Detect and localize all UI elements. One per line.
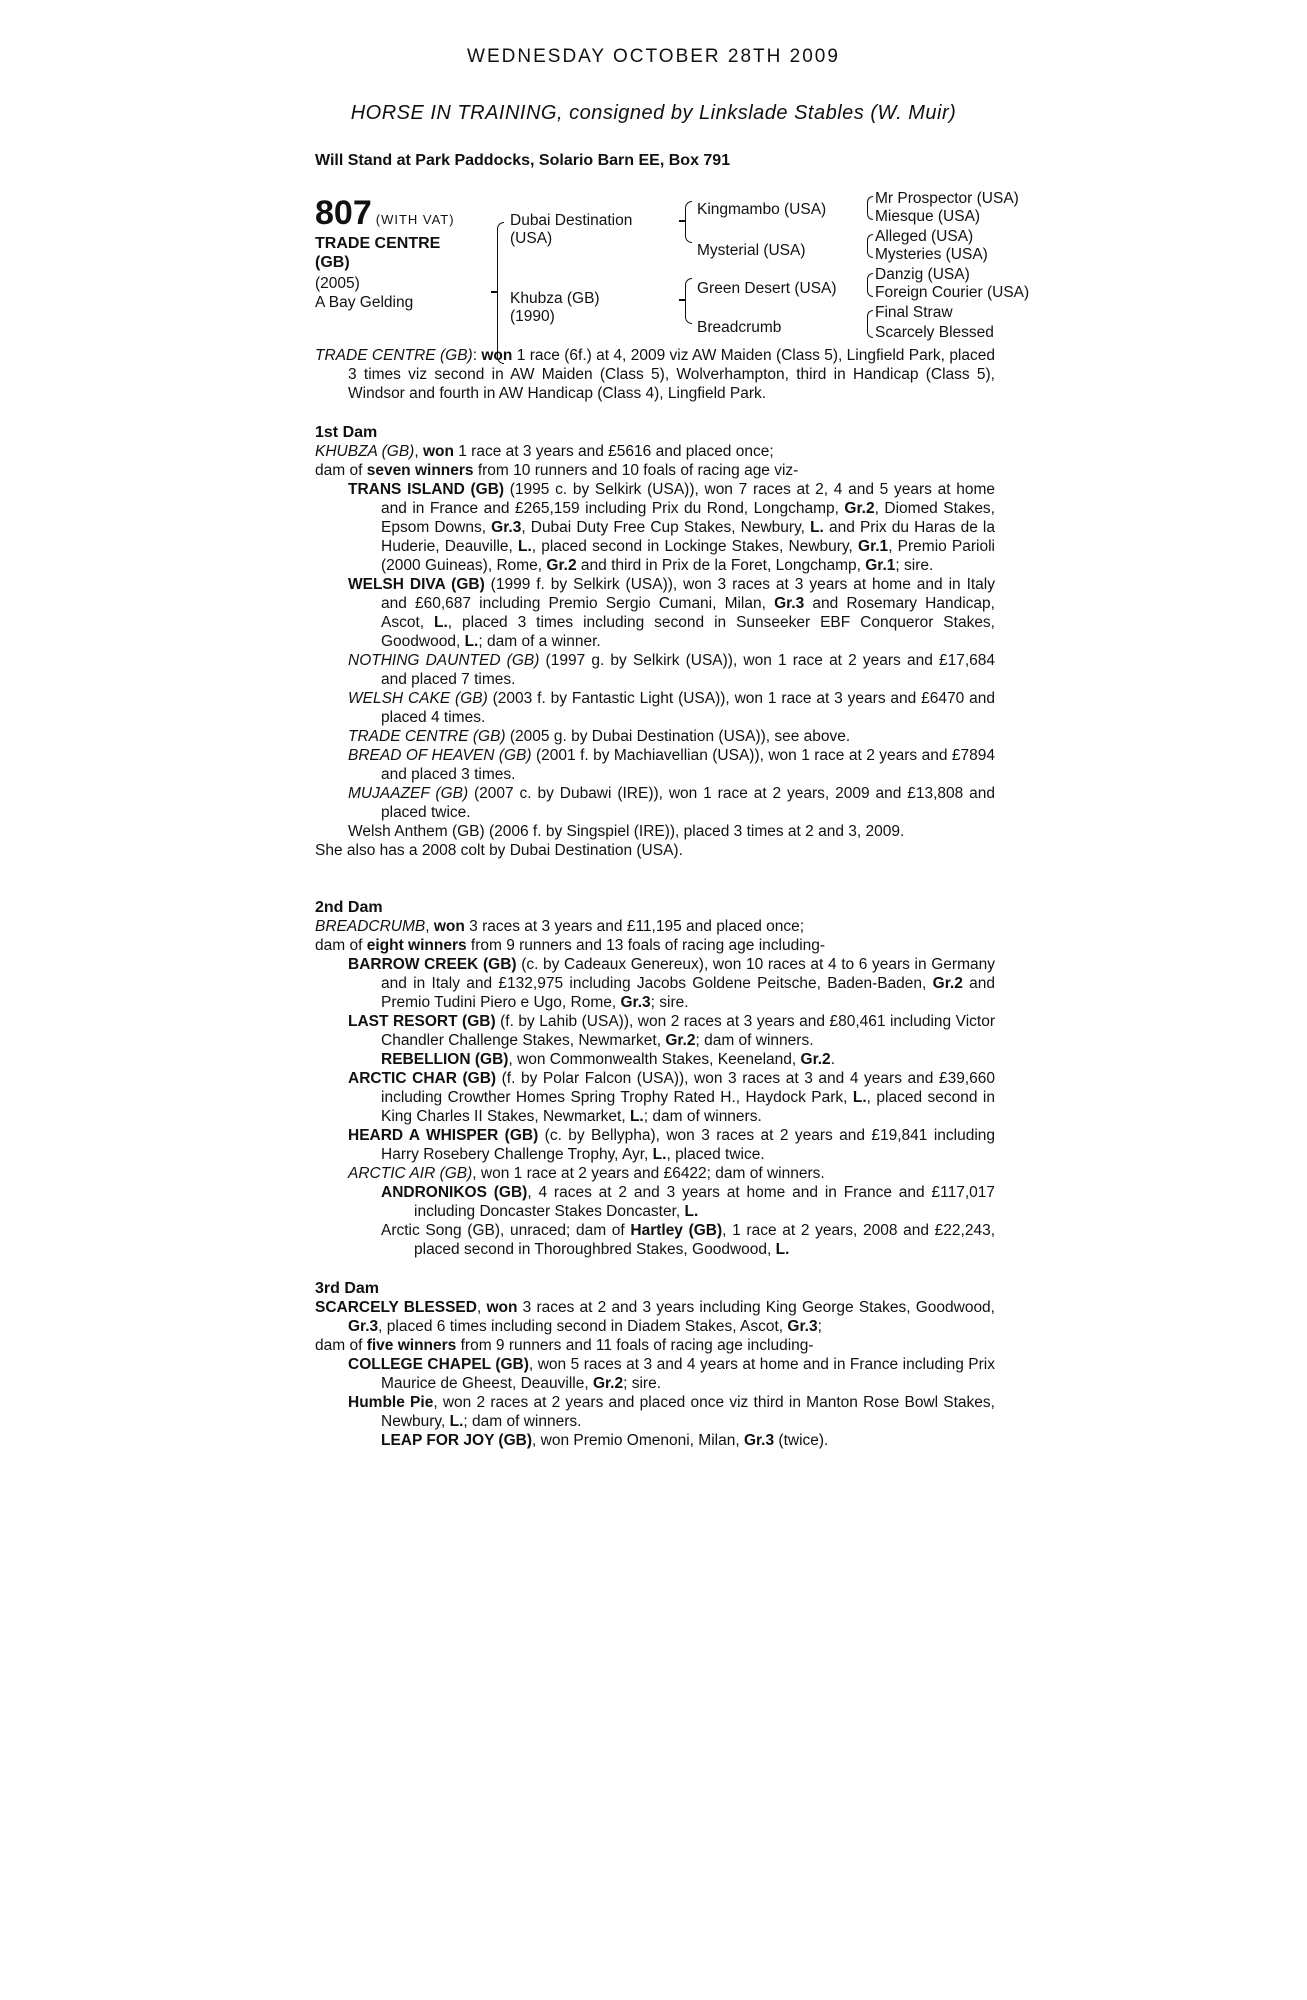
ddd: Scarcely Blessed	[875, 324, 994, 341]
dds: Final Straw	[875, 304, 953, 321]
list-item: ARCTIC AIR (GB), won 1 race at 2 years and £6422; dam of winners.	[348, 1165, 825, 1182]
list-item: LEAP FOR JOY (GB), won Premio Omenoni, Milan, Gr.3 (twice).	[381, 1432, 829, 1449]
ssd: Miesque (USA)	[875, 208, 981, 225]
list-item: WELSH CAKE (GB) (2003 f. by Fantastic Light (USA)), won 1 race at 3 years and £6470 and placed 4 times.	[348, 690, 995, 726]
list-item: Welsh Anthem (GB) (2006 f. by Singspiel (IRE)), placed 3 times at 2 and 3, 2009.	[348, 823, 905, 840]
dam-sire: Green Desert (USA)	[697, 280, 837, 297]
list-item: Arctic Song (GB), unraced; dam of Hartley (GB), 1 race at 2 years, 2008 and £22,243, placed second in Thoroughbred Stakes, Goodwood, L.	[381, 1222, 996, 1258]
first-dam-section: 1st Dam KHUBZA (GB), won 1 race at 3 years and £5616 and placed once; dam of seven winners from 10 runners and 10 foals of racing age viz- TRANS ISLAND (GB) (1995 c. by Selkirk (USA)), won 7 races at 2, 4 and 5 years at home and in France and £265,159 including Prix du Rond, Longchamp, Gr.2, Diomed Stakes, Epsom Downs, Gr.3, Dubai Duty Free Cup Stakes, Newbury, L. and Prix du Haras de la Huderie, Deauville, L., placed second in Lockinge Stakes, Newbury, Gr.1, Premio Parioli (2000 Guineas), Rome, Gr.2 and third in Prix de la Foret, Longchamp, Gr.1; sire. WELSH DIVA (GB) (1999 f. by Selkirk (USA)), won 3 races at 3 years at home and in Italy and £60,687 including Premio Sergio Cumani, Milan, Gr.3 and Rosemary Handicap, Ascot, L., placed 3 times including second in Sunseeker EBF Conqueror Stakes, Goodwood, L.; dam of a winner. NOTHING DAUNTED (GB) (1997 g. by Selkirk (USA)), won 1 race at 2 years and £17,684 and placed 7 times. WELSH CAKE (GB) (2003 f. by Fantastic Light (USA)), won 1 race at 3 years and £6470 and placed 4 times. TRADE CENTRE (GB) (2005 g. by Dubai Destination (USA)), see above. BREAD OF HEAVEN (GB) (2001 f. by Machiavellian (USA)), won 1 race at 2 years and £7894 and placed 3 times. MUJAAZEF (GB) (2007 c. by Dubawi (IRE)), won 1 race at 2 years, 2009 and £13,808 and placed twice. Welsh Anthem (GB) (2006 f. by Singspiel (IRE)), placed 3 times at 2 and 3, 2009. She also has a 2008 colt by Dubai Destination (USA).	[315, 424, 996, 859]
horse-details	[315, 274, 413, 312]
foal-year: (2005)	[315, 275, 360, 292]
sds: Alleged (USA)	[875, 228, 974, 245]
pedigree-block	[315, 188, 1055, 348]
third-dam-heading: 3rd Dam	[315, 1280, 380, 1297]
list-item: ANDRONIKOS (GB), 4 races at 2 and 3 years at home and in France and £117,017 including Doncaster Stakes Doncaster, L.	[381, 1184, 995, 1220]
dss: Danzig (USA)	[875, 266, 970, 283]
list-item: REBELLION (GB), won Commonwealth Stakes, Keeneland, Gr.2.	[381, 1051, 835, 1068]
consignment-line: HORSE IN TRAINING, consigned by Linkslade Stables (W. Muir)	[350, 102, 957, 124]
lot-header	[315, 194, 455, 233]
list-item: TRANS ISLAND (GB) (1995 c. by Selkirk (USA)), won 7 races at 2, 4 and 5 years at home and in France and £265,159 including Prix du Rond, Longchamp, Gr.2, Diomed Stakes, Epsom Downs, Gr.3, Dubai Duty Free Cup Stakes, Newbury, L. and Prix du Haras de la Huderie, Deauville, L., placed second in Lockinge Stakes, Newbury, Gr.1, Premio Parioli (2000 Guineas), Rome, Gr.2 and third in Prix de la Foret, Longchamp, Gr.1; sire.	[348, 481, 995, 574]
sire-bracket	[685, 201, 692, 243]
also-note: She also has a 2008 colt by Dubai Destination (USA).	[315, 842, 683, 859]
list-item: WELSH DIVA (GB) (1999 f. by Selkirk (USA)), won 3 races at 3 years at home and in Italy and £60,687 including Premio Sergio Cumani, Milan, Gr.3 and Rosemary Handicap, Ascot, L., placed 3 times including second in Sunseeker EBF Conqueror Stakes, Goodwood, L.; dam of a winner.	[348, 576, 996, 650]
horse-name: TRADE CENTRE (GB)	[315, 235, 441, 271]
second-dam-section: 2nd Dam BREADCRUMB, won 3 races at 3 years and £11,195 and placed once; dam of eight winners from 9 runners and 13 foals of racing age including- BARROW CREEK (GB) (c. by Cadeaux Genereux), won 10 races at 4 to 6 years in Germany and in Italy and £132,975 including Jacobs Goldene Peitsche, Baden-Baden, Gr.2 and Premio Tudini Piero e Ugo, Rome, Gr.3; sire. LAST RESORT (GB) (f. by Lahib (USA)), won 2 races at 3 years and £80,461 including Victor Chandler Challenge Stakes, Newmarket, Gr.2; dam of winners. REBELLION (GB), won Commonwealth Stakes, Keeneland, Gr.2. ARCTIC CHAR (GB) (f. by Polar Falcon (USA)), won 3 races at 3 and 4 years and £39,660 including Crowther Homes Spring Trophy Rated H., Haydock Park, L., placed second in King Charles II Stakes, Newmarket, L.; dam of winners. HEARD A WHISPER (GB) (c. by Bellypha), won 3 races at 2 years and £19,841 including Harry Rosebery Challenge Trophy, Ayr, L., placed twice. ARCTIC AIR (GB), won 1 race at 2 years and £6422; dam of winners. ANDRONIKOS (GB), 4 races at 2 and 3 years at home and in France and £117,017 including Doncaster Stakes Doncaster, L. Arctic Song (GB), unraced; dam of Hartley (GB), 1 race at 2 years, 2008 and £22,243, placed second in Thoroughbred Stakes, Goodwood, L.	[315, 899, 996, 1258]
stand-location: Will Stand at Park Paddocks, Solario Barn EE, Box 791	[315, 152, 731, 169]
dam-dam: Breadcrumb	[697, 319, 782, 336]
third-dam-section: 3rd Dam SCARCELY BLESSED, won 3 races at 2 and 3 years including King George Stakes, Goodwood, Gr.3, placed 6 times including second in Diadem Stakes, Ascot, Gr.3; dam of five winners from 9 runners and 11 foals of racing age including- COLLEGE CHAPEL (GB), won 5 races at 3 and 4 years at home and in France including Prix Maurice de Gheest, Deauville, Gr.2; sire. Humble Pie, won 2 races at 2 years and placed once viz third in Manton Rose Bowl Stakes, Newbury, L.; dam of winners. LEAP FOR JOY (GB), won Premio Omenoni, Milan, Gr.3 (twice).	[315, 1280, 995, 1449]
list-item: LAST RESORT (GB) (f. by Lahib (USA)), won 2 races at 3 years and £80,461 including Victor Chandler Challenge Stakes, Newmarket, Gr.2; dam of winners.	[348, 1013, 995, 1049]
list-item: ARCTIC CHAR (GB) (f. by Polar Falcon (USA)), won 3 races at 3 and 4 years and £39,660 including Crowther Homes Spring Trophy Rated H., Haydock Park, L., placed second in King Charles II Stakes, Newmarket, L.; dam of winners.	[348, 1070, 996, 1125]
list-item: MUJAAZEF (GB) (2007 c. by Dubawi (IRE)), won 1 race at 2 years, 2009 and £13,808 and placed twice.	[348, 785, 995, 821]
list-item: NOTHING DAUNTED (GB) (1997 g. by Selkirk (USA)), won 1 race at 2 years and £17,684 and placed 7 times.	[348, 652, 996, 688]
horse-description: A Bay Gelding	[315, 294, 414, 311]
second-dam-heading: 2nd Dam	[315, 899, 383, 916]
list-item: BARROW CREEK (GB) (c. by Cadeaux Genereux), won 10 races at 4 to 6 years in Germany and in Italy and £132,975 including Jacobs Goldene Peitsche, Baden-Baden, Gr.2 and Premio Tudini Piero e Ugo, Rome, Gr.3; sire.	[348, 956, 995, 1011]
sire: Dubai Destination (USA)	[510, 212, 633, 247]
dam-bracket	[685, 278, 692, 324]
vat-note: (WITH VAT)	[375, 212, 455, 227]
sire-dam: Mysterial (USA)	[697, 242, 806, 259]
list-item: COLLEGE CHAPEL (GB), won 5 races at 3 and 4 years at home and in France including Prix Maurice de Gheest, Deauville, Gr.2; sire.	[348, 1356, 995, 1392]
dsd: Foreign Courier (USA)	[875, 284, 1030, 301]
pedigree-bracket	[497, 222, 504, 364]
dam: Khubza (GB) (1990)	[510, 290, 600, 325]
sire-sire: Kingmambo (USA)	[697, 201, 827, 218]
sdd: Mysteries (USA)	[875, 246, 988, 263]
first-dam-heading: 1st Dam	[315, 424, 378, 441]
list-item: BREAD OF HEAVEN (GB) (2001 f. by Machiavellian (USA)), won 1 race at 2 years and £7894 and placed 3 times.	[348, 747, 995, 783]
sale-date: WEDNESDAY OCTOBER 28TH 2009	[467, 46, 840, 67]
race-summary: TRADE CENTRE (GB): won 1 race (6f.) at 4, 2009 viz AW Maiden (Class 5), Lingfield Park, placed 3 times viz second in AW Maiden (Class 5), Wolverhampton, third in Handicap (Class 5), Windsor and fourth in AW Handicap (Class 4), Lingfield Park.	[315, 347, 995, 402]
list-item: TRADE CENTRE (GB) (2005 g. by Dubai Destination (USA)), see above.	[348, 728, 851, 745]
list-item: Humble Pie, won 2 races at 2 years and placed once viz third in Manton Rose Bowl Stakes, Newbury, L.; dam of winners.	[348, 1394, 995, 1430]
lot-number: 807	[315, 194, 372, 232]
list-item: HEARD A WHISPER (GB) (c. by Bellypha), won 3 races at 2 years and £19,841 including Harry Rosebery Challenge Trophy, Ayr, L., placed twice.	[348, 1127, 995, 1163]
sss: Mr Prospector (USA)	[875, 190, 1019, 207]
pedigree-bracket-tick	[491, 291, 497, 293]
